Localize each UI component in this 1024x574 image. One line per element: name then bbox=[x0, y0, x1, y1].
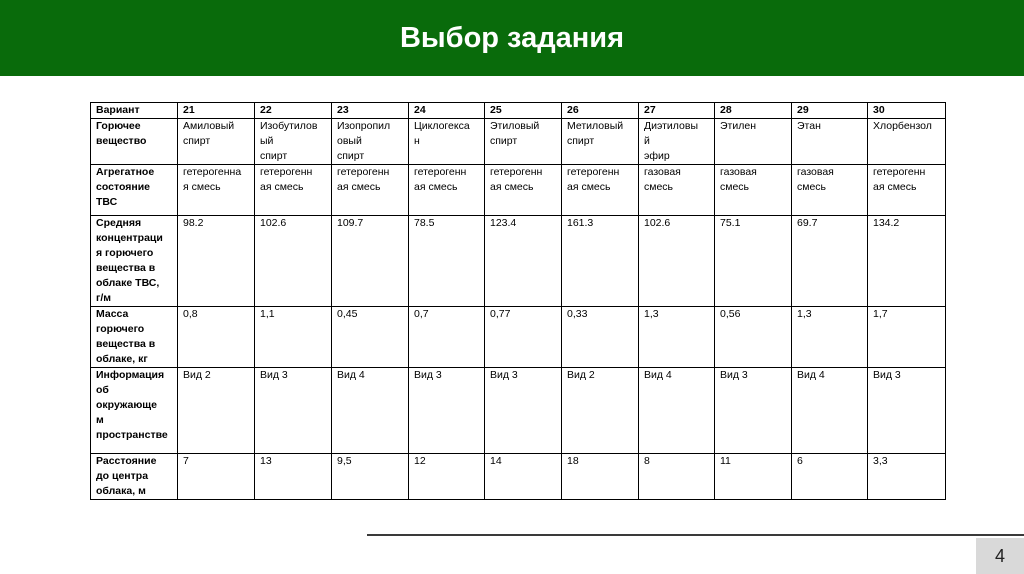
table-cell bbox=[868, 368, 946, 454]
cell-text-line: овый bbox=[337, 135, 362, 147]
cell-text-line: 1,3 bbox=[797, 308, 812, 320]
table-cell bbox=[178, 307, 255, 368]
header-cell-variant-number: 29 bbox=[792, 103, 868, 119]
cell-text-line: ая смесь bbox=[490, 181, 534, 193]
cell-text-line: спирт bbox=[567, 135, 595, 147]
table-row bbox=[91, 119, 946, 165]
table-cell bbox=[715, 165, 792, 216]
cell-text-line: облаке, кг bbox=[96, 353, 148, 365]
table-cell bbox=[562, 454, 639, 500]
cell-text-line: 0,7 bbox=[414, 308, 429, 320]
header-cell-variant-number: 28 bbox=[715, 103, 792, 119]
cell-text-line: вещества в bbox=[96, 338, 156, 350]
cell-text-line: Хлорбензол bbox=[873, 120, 932, 132]
table-cell bbox=[409, 307, 485, 368]
cell-text-line: 98.2 bbox=[183, 217, 204, 229]
cell-text-line: Вид 2 bbox=[567, 369, 595, 381]
table-cell bbox=[562, 119, 639, 165]
table-cell bbox=[332, 454, 409, 500]
cell-text-line: ТВС bbox=[96, 196, 118, 208]
table-row bbox=[91, 165, 946, 216]
row-label-cell bbox=[91, 165, 178, 216]
cell-text-line: Этиловый bbox=[490, 120, 540, 132]
table-cell bbox=[868, 216, 946, 307]
cell-text-line: 134.2 bbox=[873, 217, 900, 229]
cell-text-line: смесь bbox=[720, 181, 750, 193]
cell-text-line: 13 bbox=[260, 455, 272, 467]
cell-text-line: 123.4 bbox=[490, 217, 517, 229]
table-cell bbox=[715, 307, 792, 368]
header-cell-variant-number: 30 bbox=[868, 103, 946, 119]
footer-divider bbox=[367, 534, 1024, 536]
cell-text-line: Метиловый bbox=[567, 120, 624, 132]
header-cell-variant-number: 21 bbox=[178, 103, 255, 119]
cell-text-line: Вид 4 bbox=[337, 369, 365, 381]
cell-text-line: гетерогенн bbox=[337, 166, 390, 178]
cell-text-line: 14 bbox=[490, 455, 502, 467]
cell-text-line: 18 bbox=[567, 455, 579, 467]
cell-text-line: газовая bbox=[797, 166, 834, 178]
page-title: Выбор задания bbox=[399, 22, 625, 54]
cell-text-line: 12 bbox=[414, 455, 426, 467]
cell-text-line: облаке ТВС, bbox=[96, 277, 160, 289]
table-cell bbox=[639, 368, 715, 454]
cell-text-line: спирт bbox=[337, 150, 365, 162]
table-row bbox=[91, 368, 946, 454]
cell-text-line: ая смесь bbox=[337, 181, 381, 193]
table-cell bbox=[409, 368, 485, 454]
cell-text-line: Диэтиловы bbox=[644, 120, 698, 132]
table-cell bbox=[485, 165, 562, 216]
row-label-cell bbox=[91, 454, 178, 500]
cell-text-line: Вид 4 bbox=[797, 369, 825, 381]
table-cell bbox=[332, 307, 409, 368]
cell-text-line: Расстояние bbox=[96, 455, 157, 467]
cell-text-line: 109.7 bbox=[337, 217, 364, 229]
table-cell bbox=[562, 165, 639, 216]
table-cell bbox=[178, 165, 255, 216]
table-cell bbox=[792, 368, 868, 454]
cell-text-line: ая смесь bbox=[414, 181, 458, 193]
table-cell bbox=[485, 119, 562, 165]
table-row bbox=[91, 454, 946, 500]
table-cell bbox=[178, 119, 255, 165]
cell-text-line: газовая bbox=[720, 166, 757, 178]
table-cell bbox=[255, 454, 332, 500]
table-cell bbox=[409, 165, 485, 216]
cell-text-line: состояние bbox=[96, 181, 150, 193]
cell-text-line: 1,7 bbox=[873, 308, 888, 320]
cell-text-line: Горючее bbox=[96, 120, 141, 132]
cell-text-line: Циклогекса bbox=[414, 120, 470, 132]
cell-text-line: вещество bbox=[96, 135, 147, 147]
table-cell bbox=[715, 368, 792, 454]
cell-text-line: гетерогенна bbox=[183, 166, 242, 178]
cell-text-line: Изобутилов bbox=[260, 120, 318, 132]
cell-text-line: Агрегатное bbox=[96, 166, 155, 178]
cell-text-line: н bbox=[414, 135, 420, 147]
cell-text-line: 7 bbox=[183, 455, 189, 467]
table-cell bbox=[255, 368, 332, 454]
cell-text-line: спирт bbox=[183, 135, 211, 147]
cell-text-line: Амиловый bbox=[183, 120, 235, 132]
table-cell bbox=[715, 454, 792, 500]
table-cell bbox=[485, 454, 562, 500]
table-cell bbox=[868, 165, 946, 216]
table-cell bbox=[485, 368, 562, 454]
cell-text-line: гетерогенн bbox=[567, 166, 620, 178]
table-cell bbox=[332, 165, 409, 216]
cell-text-line: 75.1 bbox=[720, 217, 741, 229]
cell-text-line: 69.7 bbox=[797, 217, 818, 229]
cell-text-line: 102.6 bbox=[260, 217, 287, 229]
cell-text-line: 161.3 bbox=[567, 217, 594, 229]
cell-text-line: смесь bbox=[644, 181, 674, 193]
table-cell bbox=[868, 454, 946, 500]
table-cell bbox=[792, 307, 868, 368]
table-cell bbox=[639, 119, 715, 165]
cell-text-line: спирт bbox=[490, 135, 518, 147]
cell-text-line: Этилен bbox=[720, 120, 756, 132]
table-row bbox=[91, 216, 946, 307]
header-cell-variant: Вариант bbox=[91, 103, 178, 119]
table-cell bbox=[562, 368, 639, 454]
row-label-cell bbox=[91, 368, 178, 454]
cell-text-line: 3,3 bbox=[873, 455, 888, 467]
header-cell-variant-number: 22 bbox=[255, 103, 332, 119]
cell-text-line: газовая bbox=[644, 166, 681, 178]
cell-text-line: Вид 3 bbox=[490, 369, 518, 381]
cell-text-line: ая смесь bbox=[260, 181, 304, 193]
table-cell bbox=[332, 216, 409, 307]
page-number: 4 bbox=[994, 546, 1005, 566]
cell-text-line: 0,8 bbox=[183, 308, 198, 320]
cell-text-line: пространстве bbox=[96, 429, 168, 441]
cell-text-line: 0,56 bbox=[720, 308, 741, 320]
cell-text-line: 11 bbox=[720, 455, 731, 467]
table-cell bbox=[409, 119, 485, 165]
table-cell bbox=[485, 216, 562, 307]
table-cell bbox=[485, 307, 562, 368]
table-cell bbox=[868, 307, 946, 368]
table-cell bbox=[715, 119, 792, 165]
table-cell bbox=[409, 216, 485, 307]
cell-text-line: 0,77 bbox=[490, 308, 511, 320]
table-cell bbox=[639, 165, 715, 216]
cell-text-line: гетерогенн bbox=[490, 166, 543, 178]
row-label-cell bbox=[91, 307, 178, 368]
variants-table bbox=[90, 102, 946, 500]
cell-text-line: 0,33 bbox=[567, 308, 588, 320]
cell-text-line: спирт bbox=[260, 150, 288, 162]
cell-text-line: Вид 3 bbox=[260, 369, 288, 381]
cell-text-line: вещества в bbox=[96, 262, 156, 274]
cell-text-line: Вид 2 bbox=[183, 369, 211, 381]
cell-text-line: г/м bbox=[96, 292, 112, 304]
cell-text-line: Вид 3 bbox=[873, 369, 901, 381]
cell-text-line: эфир bbox=[644, 150, 670, 162]
header-cell-variant-number: 23 bbox=[332, 103, 409, 119]
cell-text-line: Средняя bbox=[96, 217, 142, 229]
table-cell bbox=[792, 119, 868, 165]
table-cell bbox=[178, 454, 255, 500]
cell-text-line: гетерогенн bbox=[873, 166, 926, 178]
table-cell bbox=[255, 307, 332, 368]
cell-text-line: Масса bbox=[96, 308, 129, 320]
table-cell bbox=[255, 165, 332, 216]
table-cell bbox=[409, 454, 485, 500]
table-cell bbox=[639, 216, 715, 307]
table-cell bbox=[792, 216, 868, 307]
cell-text-line: облака, м bbox=[96, 485, 146, 497]
cell-text-line: 9,5 bbox=[337, 455, 352, 467]
table-cell bbox=[639, 454, 715, 500]
cell-text-line: гетерогенн bbox=[414, 166, 467, 178]
cell-text-line: смесь bbox=[797, 181, 827, 193]
table-cell bbox=[792, 454, 868, 500]
table-cell bbox=[255, 216, 332, 307]
cell-text-line: Вид 3 bbox=[720, 369, 748, 381]
cell-text-line: 6 bbox=[797, 455, 803, 467]
table-row bbox=[91, 307, 946, 368]
header-cell-variant-number: 26 bbox=[562, 103, 639, 119]
table-header-row bbox=[91, 103, 946, 119]
cell-text-line: 78.5 bbox=[414, 217, 435, 229]
header-cell-variant-number: 24 bbox=[409, 103, 485, 119]
cell-text-line: окружающе bbox=[96, 399, 157, 411]
cell-text-line: Информация bbox=[96, 369, 165, 381]
table-cell bbox=[562, 216, 639, 307]
table-cell bbox=[255, 119, 332, 165]
cell-text-line: ый bbox=[260, 135, 274, 147]
table-cell bbox=[639, 307, 715, 368]
cell-text-line: я горючего bbox=[96, 247, 154, 259]
cell-text-line: горючего bbox=[96, 323, 145, 335]
cell-text-line: 0,45 bbox=[337, 308, 358, 320]
header-cell-variant-number: 27 bbox=[639, 103, 715, 119]
header-cell-variant-number: 25 bbox=[485, 103, 562, 119]
table-cell bbox=[868, 119, 946, 165]
cell-text-line: об bbox=[96, 384, 109, 396]
title-bar bbox=[0, 0, 1024, 76]
table-cell bbox=[715, 216, 792, 307]
cell-text-line: Этан bbox=[797, 120, 821, 132]
cell-text-line: м bbox=[96, 414, 104, 426]
table-cell bbox=[562, 307, 639, 368]
cell-text-line: концентраци bbox=[96, 232, 163, 244]
cell-text-line: ая смесь bbox=[873, 181, 917, 193]
cell-text-line: 102.6 bbox=[644, 217, 671, 229]
cell-text-line: 1,3 bbox=[644, 308, 659, 320]
cell-text-line: й bbox=[644, 135, 650, 147]
table-cell bbox=[332, 368, 409, 454]
table-cell bbox=[792, 165, 868, 216]
cell-text-line: Вид 3 bbox=[414, 369, 442, 381]
cell-text-line: до центра bbox=[96, 470, 149, 482]
table-cell bbox=[178, 216, 255, 307]
cell-text-line: ая смесь bbox=[567, 181, 611, 193]
cell-text-line: я смесь bbox=[183, 181, 221, 193]
cell-text-line: гетерогенн bbox=[260, 166, 313, 178]
cell-text-line: Изопропил bbox=[337, 120, 391, 132]
cell-text-line: 1,1 bbox=[260, 308, 275, 320]
table-cell bbox=[178, 368, 255, 454]
cell-text-line: Вид 4 bbox=[644, 369, 672, 381]
table-cell bbox=[332, 119, 409, 165]
cell-text-line: 8 bbox=[644, 455, 650, 467]
row-label-cell bbox=[91, 216, 178, 307]
row-label-cell bbox=[91, 119, 178, 165]
